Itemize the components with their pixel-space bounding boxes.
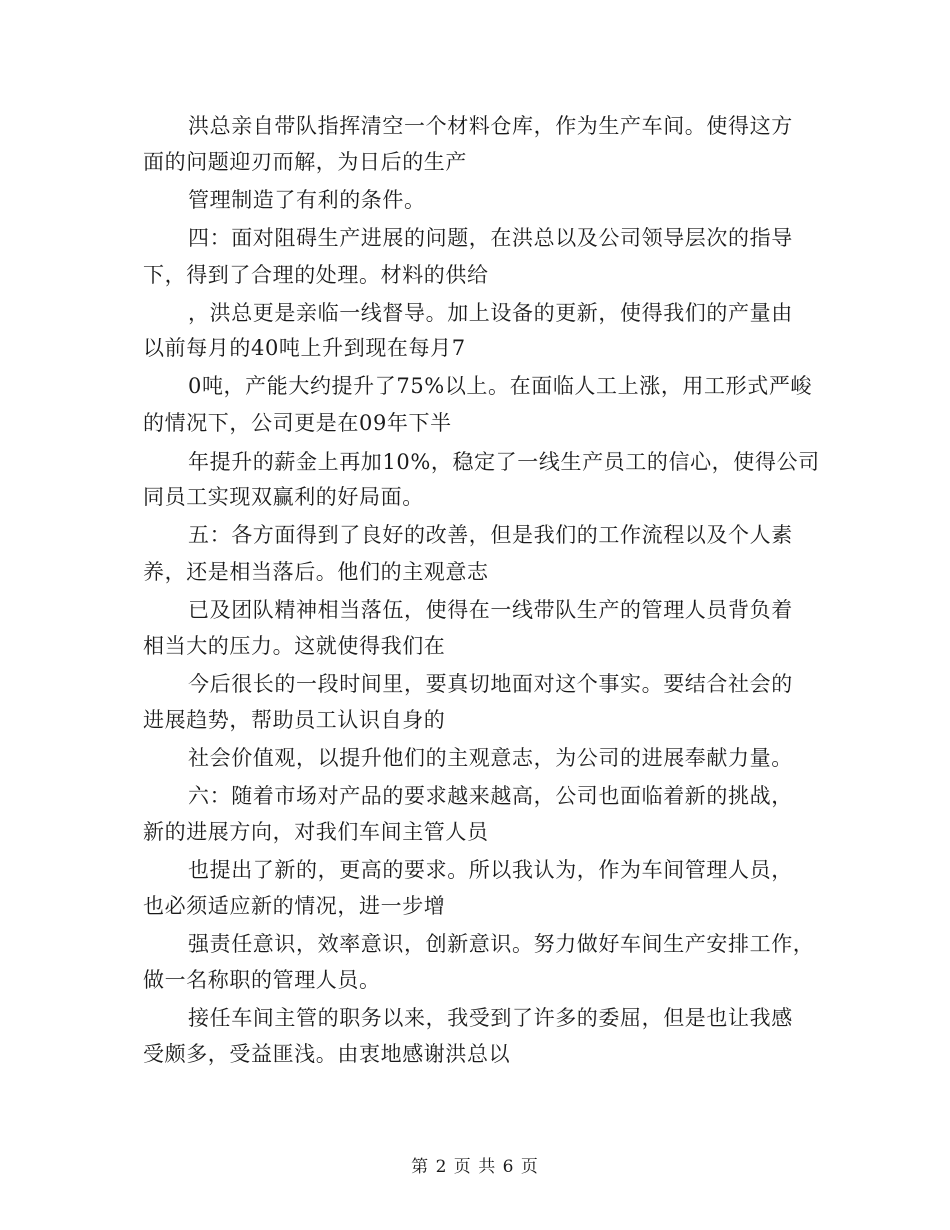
text-line: 新的进展方向，对我们车间主管人员 [143,820,489,844]
text-line: 以前每月的40吨上升到现在每月7 [143,336,466,360]
text-line: 年提升的薪金上再加10%，稳定了一线生产员工的信心，使得公司 [188,450,820,474]
text-line: 同员工实现双赢利的好局面。 [143,485,424,509]
text-line: 管理制造了有利的条件。 [188,188,426,212]
text-line: 已及团队精神相当落伍，使得在一线带队生产的管理人员背负着 [188,598,793,622]
text-line: 相当大的压力。这就使得我们在 [143,634,446,658]
page-number-footer: 第 2 页 共 6 页 [411,1157,539,1177]
text-line: 面的问题迎刃而解，为日后的生产 [143,150,467,174]
text-line: 下，得到了合理的处理。材料的供给 [143,263,489,287]
text-line: 洪总亲自带队指挥清空一个材料仓库，作为生产车间。使得这方 [188,114,793,138]
text-line: 进展趋势，帮助员工认识自身的 [143,708,446,732]
text-line: 接任车间主管的职务以来，我受到了许多的委屈，但是也让我感 [188,1006,793,1030]
text-line: 做一名称职的管理人员。 [143,968,381,992]
text-line: 强责任意识，效率意识，创新意识。努力做好车间生产安排工作， [188,932,815,956]
text-line: 也提出了新的，更高的要求。所以我认为，作为车间管理人员， [188,858,793,882]
text-line: 社会价值观，以提升他们的主观意志，为公司的进展奉献力量。 [188,746,793,770]
text-line: 的情况下，公司更是在09年下半 [143,411,452,435]
text-line: 养，还是相当落后。他们的主观意志 [143,560,489,584]
text-line: 六：随着市场对产品的要求越来越高，公司也面临着新的挑战， [188,784,793,808]
text-line: 五：各方面得到了良好的改善，但是我们的工作流程以及个人素 [188,523,793,547]
text-line: ，洪总更是亲临一线督导。加上设备的更新，使得我们的产量由 [188,301,793,325]
text-line: 受颇多，受益匪浅。由衷地感谢洪总以 [143,1042,511,1066]
text-line: 今后很长的一段时间里，要真切地面对这个事实。要结合社会的 [188,672,793,696]
text-line: 0吨，产能大约提升了75%以上。在面临人工上涨，用工形式严峻 [188,374,813,398]
text-line: 四：面对阻碍生产进展的问题，在洪总以及公司领导层次的指导 [188,226,793,250]
text-line: 也必须适应新的情况，进一步增 [143,894,446,918]
